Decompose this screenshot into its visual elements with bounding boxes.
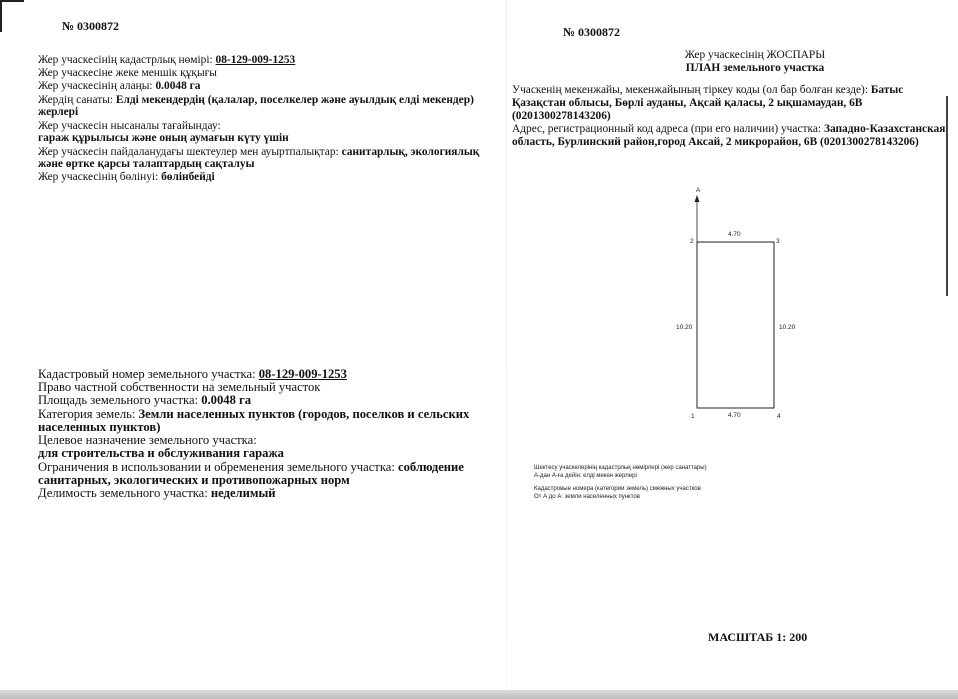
scan-edge-right bbox=[946, 96, 948, 296]
page-divider bbox=[506, 0, 507, 690]
kz-area-label: Жер учаскесінің алаңы: bbox=[38, 80, 153, 92]
ru-address-value: Западно-Казахстанская bbox=[823, 123, 946, 135]
ru-purpose-label: Целевое назначение земельного участка: bbox=[38, 433, 257, 447]
legend-ru-value: От А до А: земли населенных пунктов bbox=[534, 494, 640, 500]
ru-right-type: Право частной собственности на земельный участок bbox=[38, 380, 321, 394]
ru-area-label: Площадь земельного участка: bbox=[38, 393, 199, 407]
ru-area-row bbox=[38, 394, 251, 407]
ru-category-value: Земли населенных пунктов (городов, поселков и сельских bbox=[138, 407, 470, 421]
ru-divisibility-label: Делимость земельного участка: bbox=[38, 486, 208, 500]
corner-4-label: 4 bbox=[777, 413, 781, 420]
ru-address-label: Адрес, регистрационный код адреса (при его наличии) участка: bbox=[512, 123, 822, 135]
kz-category-row bbox=[38, 94, 474, 107]
kz-area-value: 0.0048 га bbox=[155, 80, 201, 92]
kz-category-label: Жердің санаты: bbox=[38, 94, 114, 106]
left-length-label: 10.20 bbox=[676, 324, 693, 331]
kz-area-row bbox=[38, 80, 201, 93]
kz-restrictions-value: санитарлық, экологиялық bbox=[341, 146, 480, 158]
kz-category-value-cont: жерлері bbox=[38, 106, 79, 118]
ru-area-value: 0.0048 га bbox=[201, 393, 252, 407]
scan-bottom-shadow bbox=[0, 690, 958, 699]
ru-cadastral-label: Кадастровый номер земельного участка: bbox=[38, 367, 256, 381]
kz-address-value: Батыс bbox=[870, 84, 904, 96]
corner-2-label: 2 bbox=[690, 238, 694, 245]
right-length-label: 10.20 bbox=[779, 324, 796, 331]
ru-purpose-value: для строительства и обслуживания гаража bbox=[38, 446, 284, 460]
kz-purpose-value: гараж құрылысы және оның аумағын күту үшін bbox=[38, 132, 289, 144]
kz-category-value: Елді мекендердің (қалалар, поселкелер және ауылдық елді мекендер) bbox=[115, 94, 474, 106]
corner-1-label: 1 bbox=[691, 413, 695, 420]
ru-cadastral-value: 08-129-009-1253 bbox=[258, 367, 347, 381]
plot-boundary bbox=[697, 242, 774, 408]
kz-cadastral-value: 08-129-009-1253 bbox=[215, 54, 296, 66]
kz-address-code: (0201300278143206) bbox=[512, 110, 611, 122]
ru-address-row bbox=[512, 123, 945, 136]
legend-ru-title: Кадастровые номера (категории земель) смежных участков bbox=[534, 486, 701, 492]
ru-category-value-cont: населенных пунктов) bbox=[38, 420, 161, 434]
legend-kz-value: А-дан А-ға дейін: елді мекен жерлері bbox=[534, 473, 637, 479]
kz-purpose-label: Жер учаскесін нысаналы тағайындау: bbox=[38, 120, 221, 132]
document-number: № 0300872 bbox=[62, 19, 120, 33]
ru-divisibility-row bbox=[38, 487, 276, 500]
top-length-label: 4.70 bbox=[728, 231, 741, 238]
kz-divisibility-label: Жер учаскесінің бөлінуі: bbox=[38, 171, 159, 183]
kz-restrictions-label: Жер учаскесін пайдаланудағы шектеулер мен ауыртпалықтар: bbox=[38, 146, 339, 158]
corner-3-label: 3 bbox=[776, 238, 780, 245]
land-plot-plan bbox=[665, 185, 805, 435]
ru-address-value-cont: область, Бурлинский район,город Аксай, 2 микрорайон, 6В (0201300278143206) bbox=[512, 136, 919, 148]
plan-title-ru: ПЛАН земельного участка bbox=[685, 62, 825, 74]
kz-divisibility-value: бөлінбейді bbox=[161, 171, 215, 183]
kz-cadastral-label: Жер учаскесінің кадастрлық нөмірі: bbox=[38, 54, 213, 66]
ru-restrictions-label: Ограничения в использовании и обременения земельного участка: bbox=[38, 460, 395, 474]
plan-scale: МАСШТАБ 1: 200 bbox=[708, 630, 808, 644]
scan-edge bbox=[0, 0, 24, 32]
kz-cadastral-row bbox=[38, 54, 295, 67]
ru-category-label: Категория земель: bbox=[38, 407, 136, 421]
ru-divisibility-value: неделимый bbox=[210, 486, 276, 500]
kz-right-type: Жер учаскесіне жеке меншік құқығы bbox=[38, 67, 217, 79]
kz-address-label: Учаскенің мекенжайы, мекенжайының тіркеу коды (ол бар болған кезде): bbox=[512, 84, 869, 96]
document-number-right: № 0300872 bbox=[563, 25, 621, 39]
plan-title-kz: Жер учаскесінің ЖОСПАРЫ bbox=[684, 49, 826, 61]
legend-kz-title: Шектесу учаскелерінің кадастрлық нөмірлері (жер санаттары) bbox=[534, 465, 707, 471]
north-label: А bbox=[696, 187, 701, 194]
ru-restrictions-value: соблюдение bbox=[398, 460, 464, 474]
kz-restrictions-value-cont: және өртке қарсы талаптардың сақталуы bbox=[38, 158, 255, 170]
kz-address-row bbox=[512, 84, 903, 97]
north-arrow-head bbox=[695, 195, 700, 202]
bottom-length-label: 4.70 bbox=[728, 412, 741, 419]
ru-restrictions-value-cont: санитарных, экологических и противопожарных норм bbox=[38, 473, 350, 487]
kz-address-value-cont: Қазақстан облысы, Бөрлі ауданы, Ақсай қаласы, 2 ықшамаудан, 6В bbox=[512, 97, 863, 109]
kz-divisibility-row bbox=[38, 171, 215, 184]
